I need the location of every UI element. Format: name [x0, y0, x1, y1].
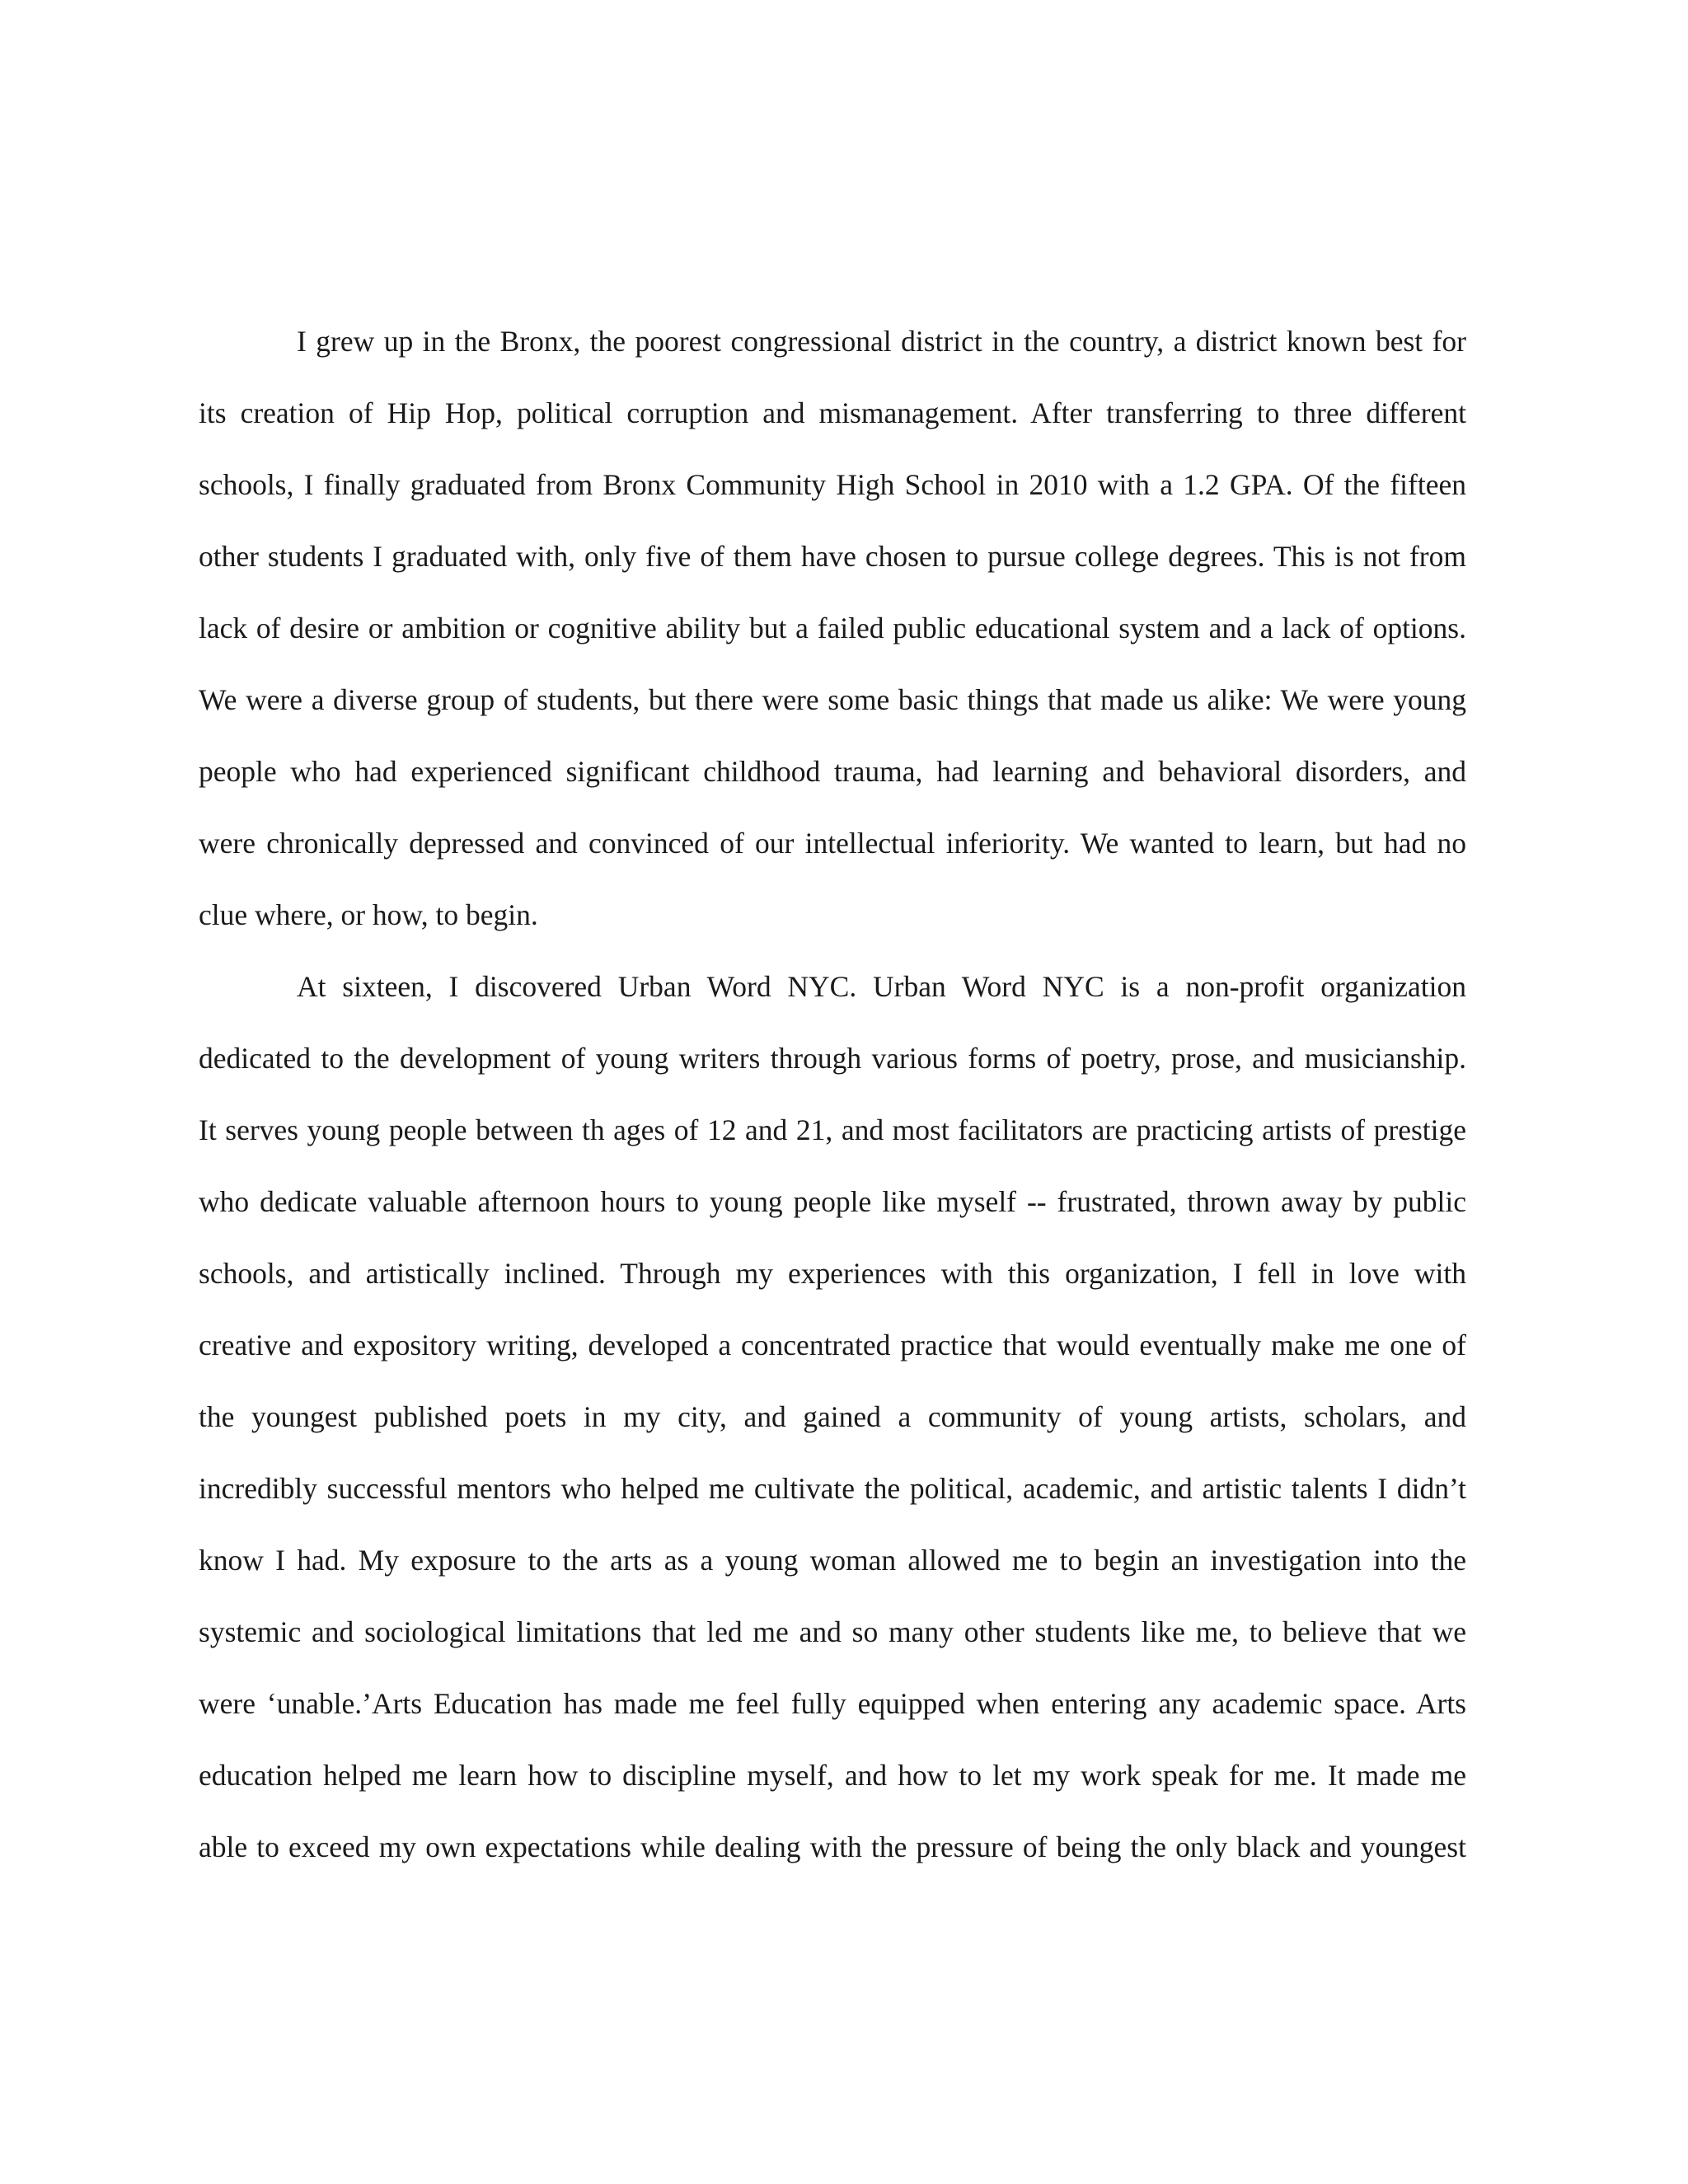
- paragraph-1-line-6: We were a diverse group of students, but there were some basic things that made us alike: We were young: [199, 683, 1466, 716]
- paragraph-2-line-9: know I had. My exposure to the arts as a young woman allowed me to begin an investigation into the: [199, 1544, 1466, 1577]
- paragraph-2-line-4: who dedicate valuable afternoon hours to young people like myself -- frustrated, thrown away by public: [199, 1185, 1466, 1218]
- paragraph-2-line-8: incredibly successful mentors who helped me cultivate the political, academic, and artistic talents I didn’t: [199, 1472, 1466, 1505]
- paragraph-1-line-7: people who had experienced significant childhood trauma, had learning and behavioral disorders, and: [199, 755, 1466, 788]
- paragraph-2-line-5: schools, and artistically inclined. Through my experiences with this organization, I fell in love with: [199, 1257, 1466, 1290]
- paragraph-2-line-3: It serves young people between th ages of 12 and 21, and most facilitators are practicing artists of prestige: [199, 1113, 1466, 1146]
- paragraph-2-line-1: At sixteen, I discovered Urban Word NYC. Urban Word NYC is a non-profit organization: [297, 970, 1466, 1003]
- paragraph-2-line-6: creative and expository writing, developed a concentrated practice that would eventually make me one of: [199, 1329, 1466, 1361]
- paragraph-2-line-7: the youngest published poets in my city, and gained a community of young artists, scholars, and: [199, 1400, 1466, 1433]
- paragraph-1-line-4: other students I graduated with, only five of them have chosen to pursue college degrees. This is not from: [199, 540, 1466, 573]
- paragraph-1-line-8: were chronically depressed and convinced of our intellectual inferiority. We wanted to learn, but had no: [199, 827, 1466, 860]
- paragraph-2-line-12: education helped me learn how to discipline myself, and how to let my work speak for me. It made me: [199, 1759, 1466, 1792]
- paragraph-1-line-5: lack of desire or ambition or cognitive ability but a failed public educational system and a lack of options.: [199, 612, 1466, 644]
- paragraph-2-line-11: were ‘unable.’Arts Education has made me feel fully equipped when entering any academic space. Arts: [199, 1687, 1466, 1720]
- paragraph-1-line-2: its creation of Hip Hop, political corruption and mismanagement. After transferring to three different: [199, 396, 1466, 429]
- paragraph-2-line-13: able to exceed my own expectations while dealing with the pressure of being the only black and youngest: [199, 1830, 1466, 1863]
- paragraph-1-line-1: I grew up in the Bronx, the poorest congressional district in the country, a district known best for: [297, 325, 1466, 358]
- paragraph-1-line-3: schools, I finally graduated from Bronx Community High School in 2010 with a 1.2 GPA. Of the fifteen: [199, 468, 1466, 501]
- paragraph-2-line-10: systemic and sociological limitations that led me and so many other students like me, to believe that we: [199, 1615, 1466, 1648]
- paragraph-1-line-9: clue where, or how, to begin.: [199, 898, 538, 931]
- paragraph-2-line-2: dedicated to the development of young writers through various forms of poetry, prose, and musicianship.: [199, 1042, 1466, 1075]
